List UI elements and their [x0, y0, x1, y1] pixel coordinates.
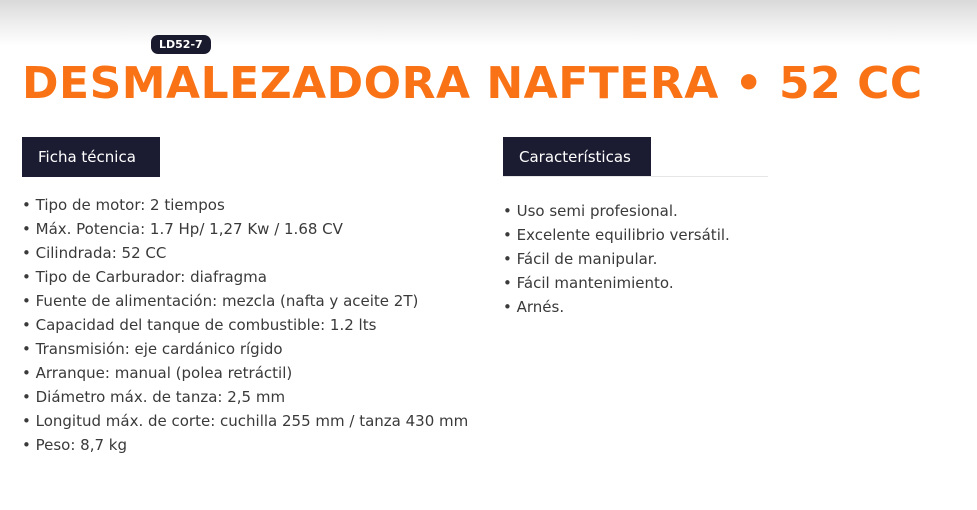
list-item: • Cilindrada: 52 CC: [22, 241, 468, 265]
tab-ficha-tecnica[interactable]: Ficha técnica: [22, 137, 160, 177]
caracteristicas-list: [503, 199, 730, 319]
list-item: • Máx. Potencia: 1.7 Hp/ 1,27 Kw / 1.68 CV: [22, 217, 468, 241]
list-item: • Arranque: manual (polea retráctil): [22, 361, 468, 385]
model-code-badge: LD52-7: [151, 35, 211, 54]
ficha-tecnica-list: [22, 193, 468, 457]
list-item: • Fácil mantenimiento.: [503, 271, 730, 295]
list-item: • Diámetro máx. de tanza: 2,5 mm: [22, 385, 468, 409]
page-title: DESMALEZADORA NAFTERA • 52 CC: [22, 58, 923, 109]
tab-caracteristicas[interactable]: Características: [503, 137, 651, 177]
list-item: • Tipo de Carburador: diafragma: [22, 265, 468, 289]
list-item: • Uso semi profesional.: [503, 199, 730, 223]
list-item: • Fuente de alimentación: mezcla (nafta y aceite 2T): [22, 289, 468, 313]
list-item: • Longitud máx. de corte: cuchilla 255 mm / tanza 430 mm: [22, 409, 468, 433]
list-item: • Excelente equilibrio versátil.: [503, 223, 730, 247]
list-item: • Transmisión: eje cardánico rígido: [22, 337, 468, 361]
list-item: • Arnés.: [503, 295, 730, 319]
list-item: • Tipo de motor: 2 tiempos: [22, 193, 468, 217]
top-shade: [0, 0, 977, 46]
list-item: • Fácil de manipular.: [503, 247, 730, 271]
list-item: • Peso: 8,7 kg: [22, 433, 468, 457]
tab-divider: [503, 176, 768, 177]
list-item: • Capacidad del tanque de combustible: 1.2 lts: [22, 313, 468, 337]
